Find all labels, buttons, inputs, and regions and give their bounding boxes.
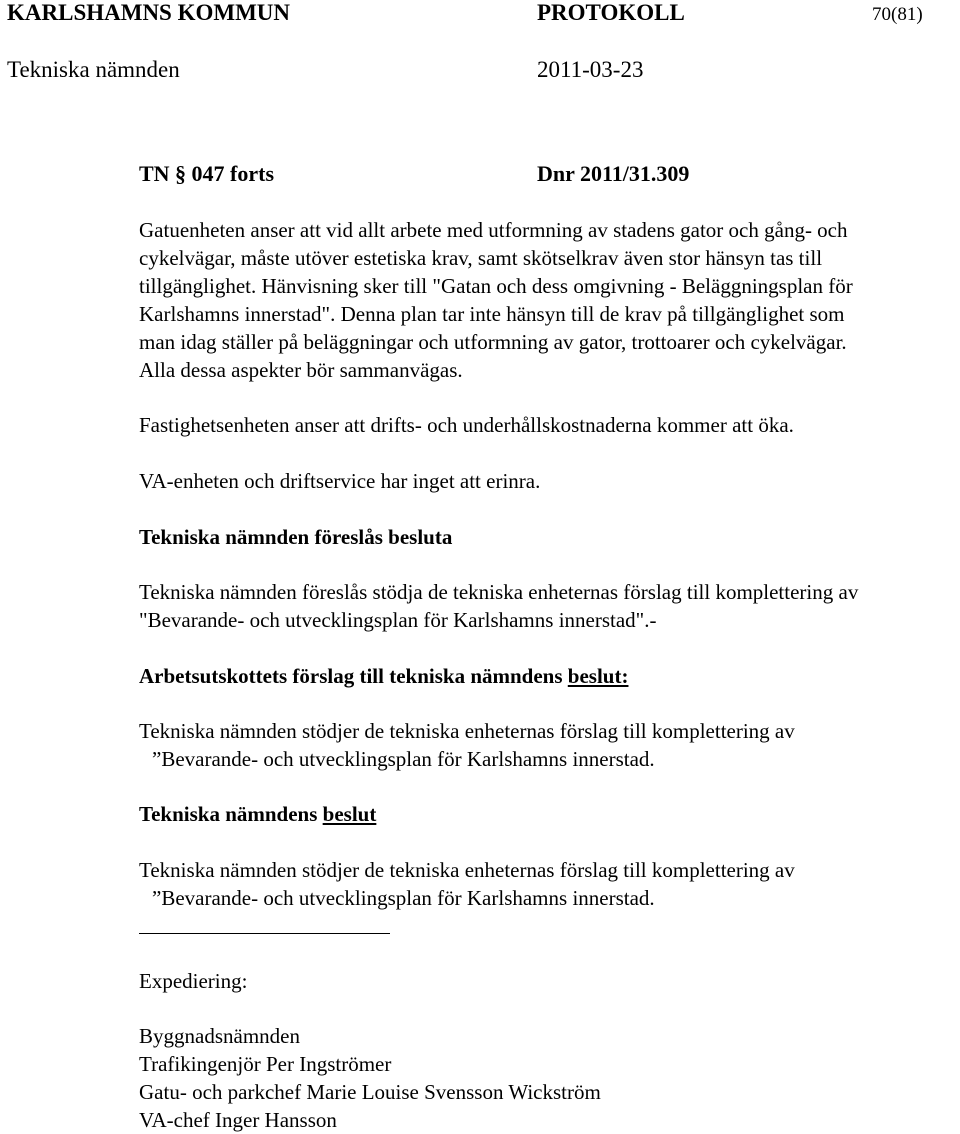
page-number: 70(81) — [872, 4, 923, 25]
committee-proposal-heading — [139, 662, 628, 690]
decision-heading-prefix: Tekniska nämndens — [139, 802, 318, 826]
committee-heading-prefix: Arbetsutskottets förslag till tekniska nämndens — [139, 664, 563, 688]
case-dnr: Dnr 2011/31.309 — [537, 161, 690, 186]
meeting-date: 2011-03-23 — [537, 57, 644, 82]
paragraph-line: tillgänglighet. Hänvisning sker till "Gatan och dess omgivning - Beläggningsplan för — [139, 274, 853, 298]
board-name: Tekniska nämnden — [7, 57, 180, 82]
decision-text — [139, 856, 795, 912]
decision-line: ”Bevarande- och utvecklingsplan för Karlshamns innerstad. — [152, 886, 655, 910]
paragraph-line: Alla dessa aspekter bör sammanvägas. — [139, 358, 463, 382]
decision-heading — [139, 800, 376, 828]
paragraph-line: Gatuenheten anser att vid allt arbete med utformning av stadens gator och gång- och — [139, 218, 848, 242]
paragraph-water-unit: VA-enheten och driftservice har inget att erinra. — [139, 469, 541, 493]
recipient-item: Trafikingenjör Per Ingströmer — [139, 1052, 392, 1076]
proposal-heading: Tekniska nämnden föreslås besluta — [139, 525, 453, 549]
committee-heading-underlined: beslut: — [567, 664, 629, 688]
dispatch-recipients — [139, 1022, 601, 1134]
paragraph-street-unit — [139, 216, 853, 384]
document-type: PROTOKOLL — [537, 0, 685, 25]
recipient-item: Gatu- och parkchef Marie Louise Svensson Wickström — [139, 1080, 601, 1104]
committee-line: Tekniska nämnden stödjer de tekniska enheternas förslag till komplettering av — [139, 719, 795, 743]
proposal-line: "Bevarande- och utvecklingsplan för Karlshamns innerstad".- — [139, 608, 657, 632]
proposal-text — [139, 578, 858, 634]
municipality-name: KARLSHAMNS KOMMUN — [7, 0, 291, 25]
decision-line: Tekniska nämnden stödjer de tekniska enheternas förslag till komplettering av — [139, 858, 795, 882]
recipient-item: VA-chef Inger Hansson — [139, 1108, 337, 1132]
paragraph-line: Karlshamns innerstad". Denna plan tar inte hänsyn till de krav på tillgänglighet som — [139, 302, 845, 326]
paragraph-line: cykelvägar, måste utöver estetiska krav, samt skötselkrav även stor hänsyn tas till — [139, 246, 823, 270]
decision-heading-underlined: beslut — [322, 802, 377, 826]
paragraph-line: man idag ställer på beläggningar och utformning av gator, trottoarer och cykelvägar. — [139, 330, 847, 354]
dispatch-label: Expediering: — [139, 969, 248, 993]
paragraph-property-unit: Fastighetsenheten anser att drifts- och underhållskostnaderna kommer att öka. — [139, 413, 794, 437]
proposal-line: Tekniska nämnden föreslås stödja de tekniska enheternas förslag till komplettering av — [139, 580, 859, 604]
case-number: TN § 047 forts — [139, 161, 275, 186]
recipient-item: Byggnadsnämnden — [139, 1024, 300, 1048]
signature-line — [139, 933, 390, 934]
committee-line: ”Bevarande- och utvecklingsplan för Karlshamns innerstad. — [152, 747, 655, 771]
committee-proposal-text — [139, 717, 795, 773]
